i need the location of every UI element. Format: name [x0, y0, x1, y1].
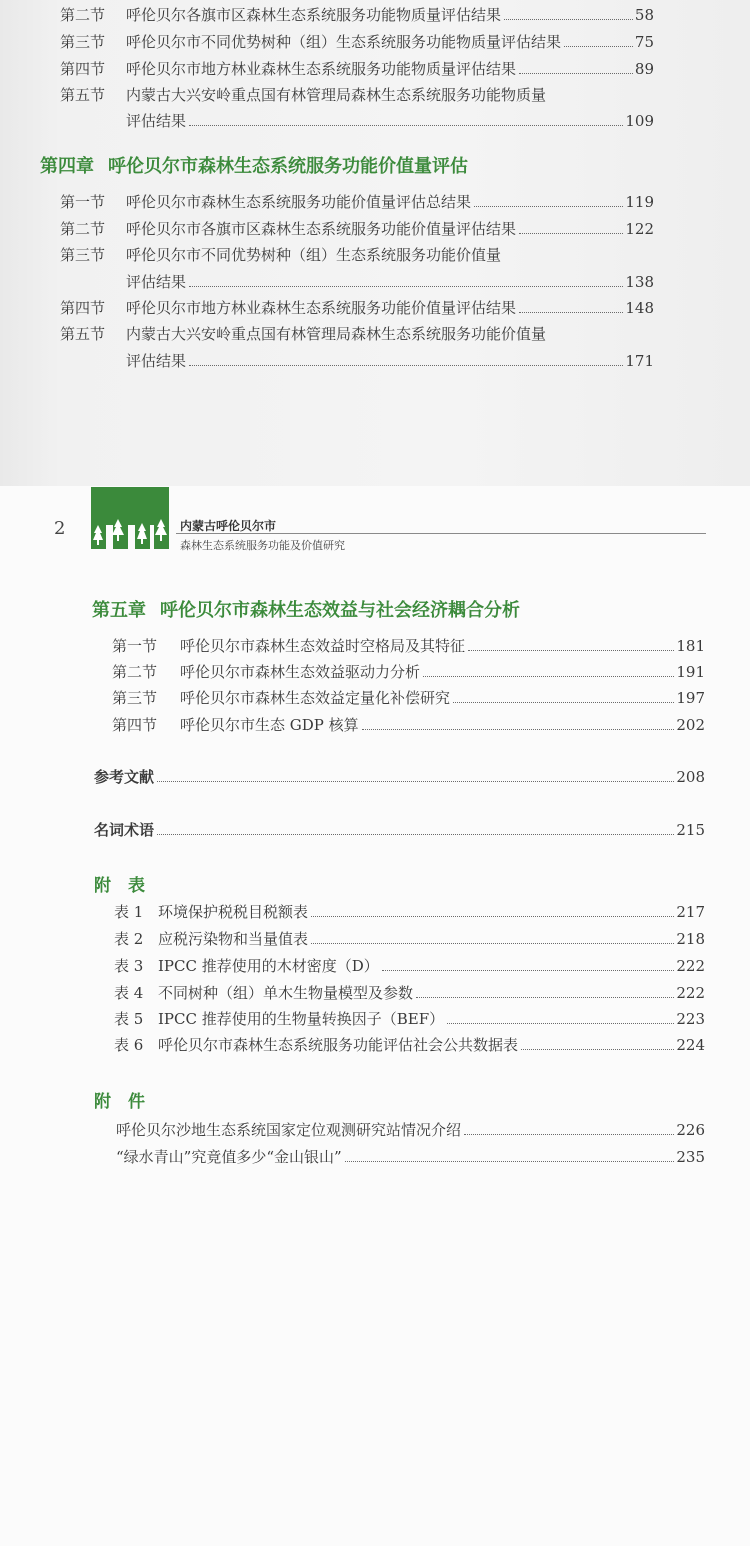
running-header-title: 内蒙古呼伦贝尔市: [180, 519, 277, 533]
leader-dots: [453, 702, 674, 703]
section-title: 呼伦贝尔各旗市区森林生态系统服务功能物质量评估结果: [126, 6, 502, 24]
toc-entry-continuation[interactable]: [126, 352, 654, 370]
leader-dots: [189, 286, 623, 287]
page-number: 89: [634, 60, 654, 78]
toc-entry[interactable]: [114, 930, 705, 948]
toc-entry[interactable]: [112, 716, 705, 734]
page-number: 208: [676, 768, 705, 786]
section-title: 呼伦贝尔市森林生态系统服务功能价值量评估总结果: [126, 193, 472, 211]
toc-entry[interactable]: [60, 193, 654, 211]
section-title: 呼伦贝尔市地方林业森林生态系统服务功能物质量评估结果: [126, 60, 517, 78]
page-number: 58: [634, 6, 654, 24]
section-title: 呼伦贝尔市森林生态效益驱动力分析: [180, 663, 421, 681]
leader-dots: [423, 676, 674, 677]
leader-dots: [519, 233, 623, 234]
leader-dots: [345, 1161, 675, 1162]
page-number: 217: [676, 903, 705, 921]
section-title: 内蒙古大兴安岭重点国有林管理局森林生态系统服务功能物质量: [126, 86, 547, 104]
page-number: 122: [625, 220, 654, 238]
table-label: 表 2: [114, 930, 144, 948]
toc-entry[interactable]: [112, 637, 705, 655]
section-title-continued: 评估结果: [126, 273, 187, 291]
leader-dots: [564, 46, 633, 47]
toc-entry[interactable]: [112, 663, 705, 681]
table-label: 表 5: [114, 1010, 144, 1028]
toc-entry-glossary[interactable]: [94, 821, 705, 839]
toc-entry[interactable]: [114, 1036, 705, 1054]
toc-entry[interactable]: [114, 1010, 705, 1028]
leader-dots: [189, 365, 623, 366]
toc-entry[interactable]: [114, 984, 705, 1002]
section-title: 呼伦贝尔市不同优势树种（组）生态系统服务功能价值量: [126, 246, 502, 264]
page-number: 222: [676, 957, 705, 975]
page-number: 215: [676, 821, 705, 839]
leader-dots: [519, 73, 633, 74]
page-number: 181: [676, 637, 705, 655]
section-title-continued: 评估结果: [126, 112, 187, 130]
page-number: 226: [676, 1121, 705, 1139]
leader-dots: [189, 125, 623, 126]
table-title: 环境保护税税目税额表: [158, 903, 309, 921]
toc-entry[interactable]: [60, 220, 654, 238]
table-title: 呼伦贝尔市森林生态系统服务功能评估社会公共数据表: [158, 1036, 519, 1054]
chapter-number: 第五章: [92, 600, 146, 621]
leader-dots: [521, 1049, 674, 1050]
toc-entry-references[interactable]: [94, 768, 705, 786]
section-label: 第二节: [60, 220, 106, 238]
page-number: 235: [676, 1148, 705, 1166]
leader-dots: [382, 970, 675, 971]
toc-entry-first-line[interactable]: [60, 246, 501, 264]
leader-dots: [474, 206, 623, 207]
page-number: 218: [676, 930, 705, 948]
section-title: 内蒙古大兴安岭重点国有林管理局森林生态系统服务功能价值量: [126, 325, 547, 343]
attachments-heading[interactable]: 附 件: [94, 1092, 145, 1112]
page-number: 202: [676, 716, 705, 734]
toc-entry-continuation[interactable]: [126, 112, 654, 130]
chapter-heading[interactable]: [92, 600, 520, 622]
references-title: 参考文献: [94, 768, 155, 786]
toc-entry-continuation[interactable]: [126, 273, 654, 291]
toc-entry[interactable]: [112, 689, 705, 707]
section-title: 呼伦贝尔市森林生态效益定量化补偿研究: [180, 689, 451, 707]
leader-dots: [157, 834, 674, 835]
table-label: 表 6: [114, 1036, 144, 1054]
section-label: 第一节: [60, 193, 106, 211]
section-label: 第三节: [60, 246, 106, 264]
page-number: 191: [676, 663, 705, 681]
leader-dots: [504, 19, 633, 20]
table-title: IPCC 推荐使用的木材密度（D）: [158, 957, 379, 975]
section-title: 呼伦贝尔市生态 GDP 核算: [180, 716, 359, 734]
page-folio: 2: [54, 518, 66, 539]
page-number: 222: [676, 984, 705, 1002]
section-title: 呼伦贝尔市地方林业森林生态系统服务功能价值量评估结果: [126, 299, 517, 317]
toc-entry[interactable]: [116, 1121, 705, 1139]
section-title-continued: 评估结果: [126, 352, 187, 370]
section-label: 第一节: [112, 637, 158, 655]
section-title: 呼伦贝尔市森林生态效益时空格局及其特征: [180, 637, 466, 655]
table-title: 不同树种（组）单木生物量模型及参数: [158, 984, 414, 1002]
section-label: 第五节: [60, 325, 106, 343]
page-number: 75: [634, 33, 654, 51]
forest-logo-icon: [90, 487, 170, 549]
toc-entry[interactable]: [60, 60, 654, 78]
appendix-tables-heading[interactable]: 附 表: [94, 876, 145, 896]
section-label: 第三节: [112, 689, 158, 707]
page-number: 138: [625, 273, 654, 291]
section-label: 第四节: [60, 60, 106, 78]
page-number: 109: [625, 112, 654, 130]
chapter-number: 第四章: [40, 156, 94, 177]
section-label: 第四节: [60, 299, 106, 317]
table-label: 表 3: [114, 957, 144, 975]
page-number: 148: [625, 299, 654, 317]
page-number: 171: [625, 352, 654, 370]
toc-entry[interactable]: [114, 957, 705, 975]
toc-entry[interactable]: [116, 1148, 705, 1166]
table-label: 表 4: [114, 984, 144, 1002]
section-label: 第二节: [112, 663, 158, 681]
page-number: 197: [676, 689, 705, 707]
leader-dots: [416, 997, 674, 998]
leader-dots: [362, 729, 675, 730]
page-number: 223: [676, 1010, 705, 1028]
section-title: 呼伦贝尔市不同优势树种（组）生态系统服务功能物质量评估结果: [126, 33, 562, 51]
leader-dots: [311, 943, 674, 944]
leader-dots: [464, 1134, 674, 1135]
section-label: 第二节: [60, 6, 106, 24]
header-rule: [176, 533, 706, 534]
leader-dots: [447, 1023, 674, 1024]
table-label: 表 1: [114, 903, 144, 921]
chapter-title: 呼伦贝尔市森林生态系统服务功能价值量评估: [108, 156, 468, 177]
leader-dots: [519, 312, 623, 313]
table-title: IPCC 推荐使用的生物量转换因子（BEF）: [158, 1010, 445, 1028]
attachment-title: 呼伦贝尔沙地生态系统国家定位观测研究站情况介绍: [116, 1121, 462, 1139]
running-header-subtitle: 森林生态系统服务功能及价值研究: [180, 539, 345, 552]
leader-dots: [468, 650, 674, 651]
chapter-heading[interactable]: [40, 156, 468, 178]
chapter-title: 呼伦贝尔市森林生态效益与社会经济耦合分析: [160, 600, 520, 621]
toc-entry-first-line[interactable]: [60, 86, 546, 104]
page-number: 224: [676, 1036, 705, 1054]
section-title: 呼伦贝尔市各旗市区森林生态系统服务功能价值量评估结果: [126, 220, 517, 238]
leader-dots: [311, 916, 674, 917]
leader-dots: [157, 781, 674, 782]
toc-entry-first-line[interactable]: [60, 325, 546, 343]
table-title: 应税污染物和当量值表: [158, 930, 309, 948]
glossary-title: 名词术语: [94, 821, 155, 839]
toc-entry[interactable]: [60, 6, 654, 24]
attachment-title: “绿水青山”究竟值多少“金山银山”: [116, 1148, 342, 1166]
section-label: 第五节: [60, 86, 106, 104]
toc-entry[interactable]: [60, 299, 654, 317]
section-label: 第四节: [112, 716, 158, 734]
page-number: 119: [625, 193, 654, 211]
toc-entry[interactable]: [114, 903, 705, 921]
toc-entry[interactable]: [60, 33, 654, 51]
section-label: 第三节: [60, 33, 106, 51]
